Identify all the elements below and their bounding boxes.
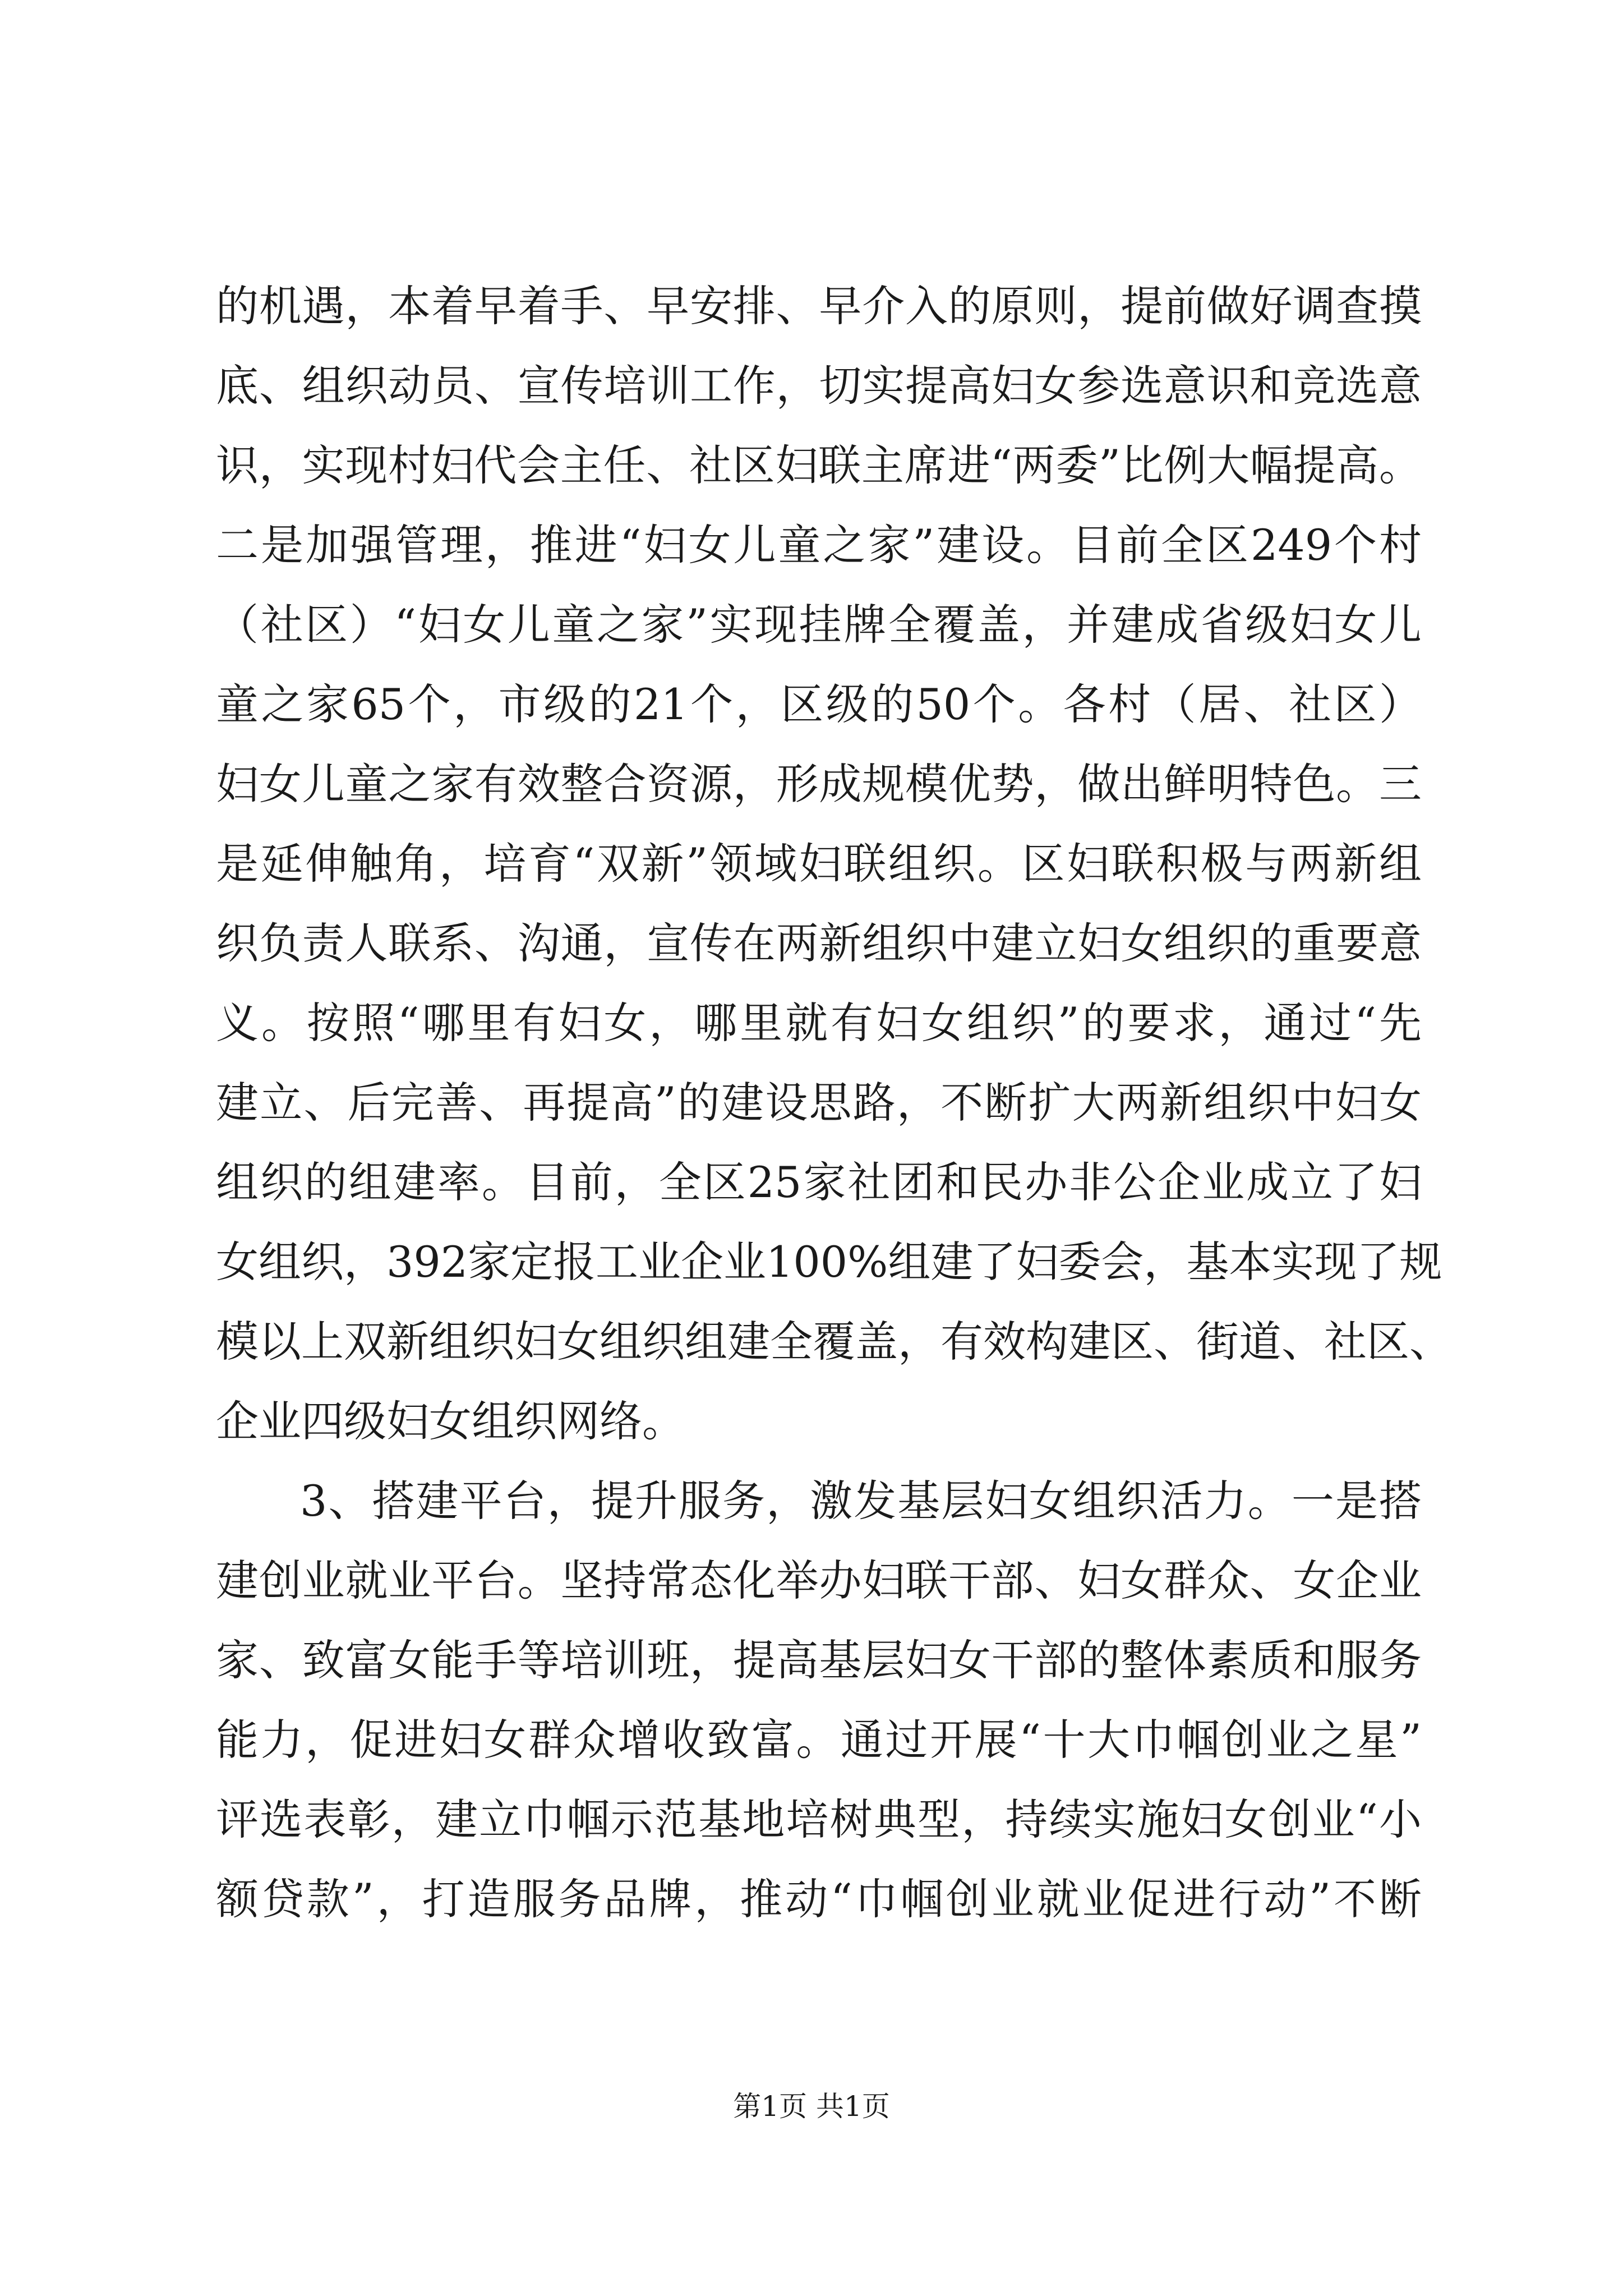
text-line: 评选表彰，建立巾帼示范基地培树典型，持续实施妇女创业“小: [216, 1795, 1422, 1844]
text-line: 织负责人联系、沟通，宣传在两新组织中建立妇女组织的重要意: [216, 918, 1422, 968]
page-footer: [0, 2087, 1623, 2126]
text-line: 妇女儿童之家有效整合资源，形成规模优势，做出鲜明特色。三: [216, 759, 1422, 809]
text-line-paragraph-start: 3、搭建平台，提升服务，激发基层妇女组织活力。一是搭: [300, 1476, 1422, 1526]
text-line: 底、组织动员、宣传培训工作，切实提高妇女参选意识和竞选意: [216, 361, 1422, 411]
text-line: 额贷款”，打造服务品牌，推动“巾帼创业就业促进行动”不断: [216, 1874, 1422, 1924]
text-line: 建立、后完善、再提高”的建设思路，不断扩大两新组织中妇女: [216, 1078, 1422, 1128]
text-line: 二是加强管理，推进“妇女儿童之家”建设。目前全区249个村: [216, 520, 1422, 570]
page-number-label: 第1页 共1页: [733, 2090, 890, 2123]
text-line: 模以上双新组织妇女组织组建全覆盖，有效构建区、街道、社区、: [216, 1317, 1452, 1366]
body-text: [216, 266, 1452, 1939]
text-line: 组织的组建率。目前，全区25家社团和民办非公企业成立了妇: [216, 1157, 1422, 1207]
text-line: 是延伸触角，培育“双新”领域妇联组织。区妇联积极与两新组: [216, 839, 1422, 889]
text-line: 义。按照“哪里有妇女，哪里就有妇女组织”的要求，通过“先: [216, 998, 1422, 1048]
text-line: 童之家65个，市级的21个，区级的50个。各村（居、社区）: [216, 679, 1422, 729]
text-line: 家、致富女能手等培训班，提高基层妇女干部的整体素质和服务: [216, 1635, 1422, 1685]
text-line: 识，实现村妇代会主任、社区妇联主席进“两委”比例大幅提高。: [216, 440, 1422, 490]
text-line: 能力，促进妇女群众增收致富。通过开展“十大巾帼创业之星”: [216, 1715, 1422, 1765]
text-line: （社区）“妇女儿童之家”实现挂牌全覆盖，并建成省级妇女儿: [216, 600, 1422, 650]
text-line: 建创业就业平台。坚持常态化举办妇联干部、妇女群众、女企业: [216, 1556, 1422, 1605]
text-line-paragraph-end: 企业四级妇女组织网络。: [216, 1396, 685, 1446]
text-line: 的机遇，本着早着手、早安排、早介入的原则，提前做好调查摸: [216, 281, 1422, 331]
text-line: 女组织，392家定报工业企业100%组建了妇委会，基本实现了规: [216, 1237, 1442, 1287]
